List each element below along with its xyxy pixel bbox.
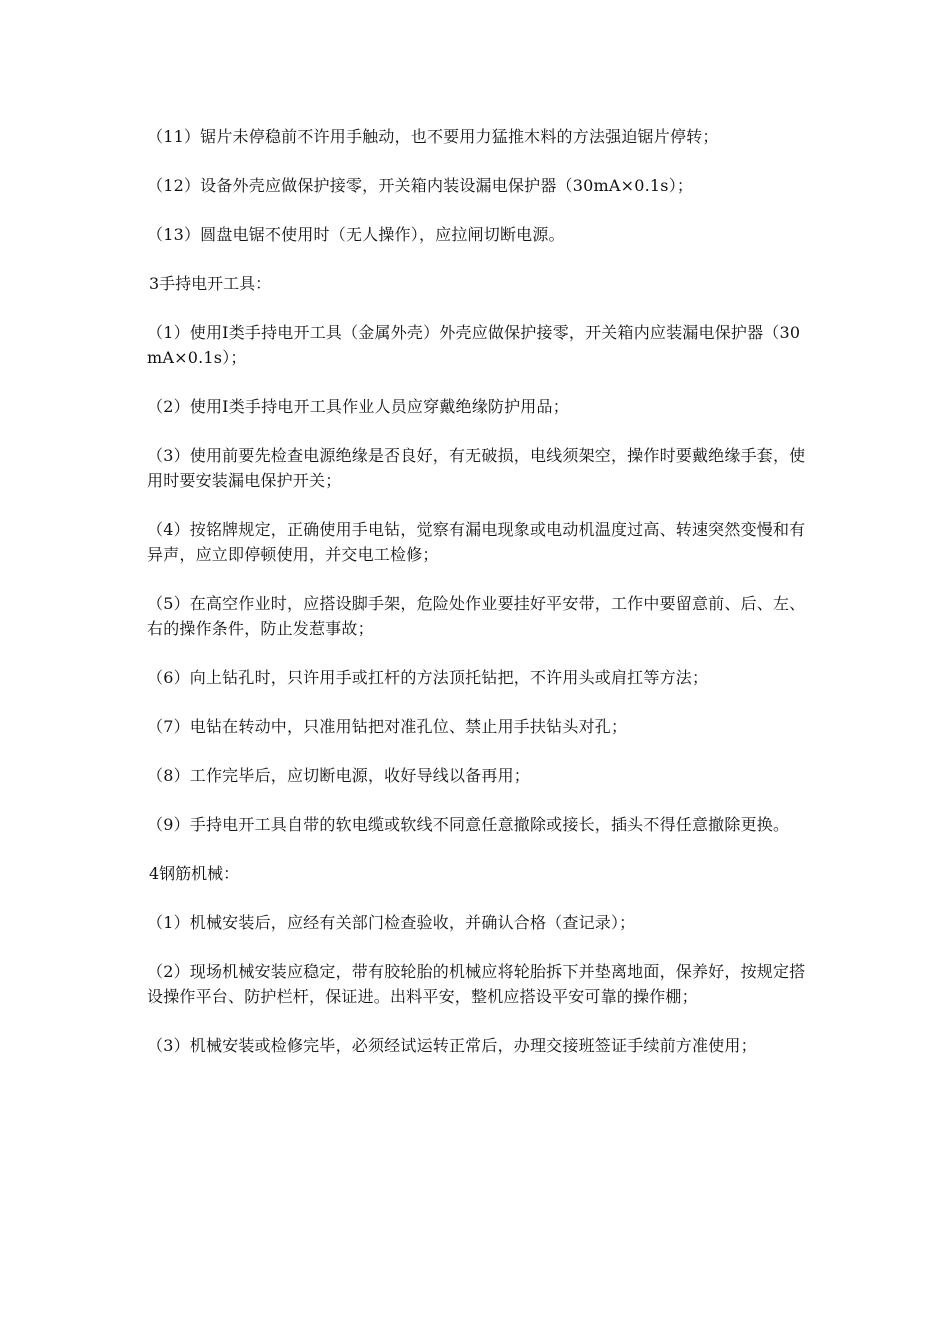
list-item: （5）在高空作业时，应搭设脚手架，危险处作业要挂好平安带，工作中要留意前、后、左、右的操作条件，防止发惹事故；	[147, 594, 806, 638]
list-item: （6）向上钻孔时，只许用手或扛杆的方法顶托钻把，不许用头或肩扛等方法；	[147, 668, 709, 687]
list-item: （13）圆盘电锯不使用时（无人操作），应拉闸切断电源。	[147, 225, 565, 244]
list-item: （7）电钻在转动中，只准用钻把对准孔位、禁止用手扶钻头对孔；	[147, 717, 628, 736]
list-item: （9）手持电开工具自带的软电缆或软线不同意任意撤除或接长，插头不得任意撤除更换。	[147, 815, 790, 834]
list-item: （12）设备外壳应做保护接零，开关箱内装设漏电保护器（30mA×0.1s）；	[147, 176, 694, 195]
document-body	[147, 124, 807, 1082]
section-heading: 3手持电开工具：	[149, 274, 272, 293]
list-item: （3）机械安装或检修完毕，必须经试运转正常后，办理交接班签证手续前方准使用；	[147, 1036, 757, 1055]
list-item: （3）使用前要先检查电源绝缘是否良好，有无破损，电线须架空，操作时要戴绝缘手套，使用时要安装漏电保护开关；	[147, 446, 806, 490]
section-heading: 4钢筋机械：	[149, 864, 240, 883]
list-item: （4）按铭牌规定，正确使用手电钻，觉察有漏电现象或电动机温度过高、转速突然变慢和有异声，应立即停顿使用，并交电工检修；	[147, 520, 806, 564]
list-item: （8）工作完毕后，应切断电源，收好导线以备再用；	[147, 766, 530, 785]
list-item: （1）使用Ⅰ类手持电开工具（金属外壳）外壳应做保护接零，开关箱内应装漏电保护器（30mA×0.1s）；	[147, 323, 801, 367]
list-item: （2）使用Ⅰ类手持电开工具作业人员应穿戴绝缘防护用品；	[147, 397, 569, 416]
list-item: （1）机械安装后，应经有关部门检查验收，并确认合格（查记录）；	[147, 913, 636, 932]
list-item: （11）锯片未停稳前不许用手触动，也不要用力猛推木料的方法强迫锯片停转；	[147, 127, 719, 146]
list-item: （2）现场机械安装应稳定，带有胶轮胎的机械应将轮胎拆下并垫离地面，保养好，按规定搭设操作平台、防护栏杆，保证进。出料平安，整机应搭设平安可靠的操作棚；	[147, 962, 806, 1006]
